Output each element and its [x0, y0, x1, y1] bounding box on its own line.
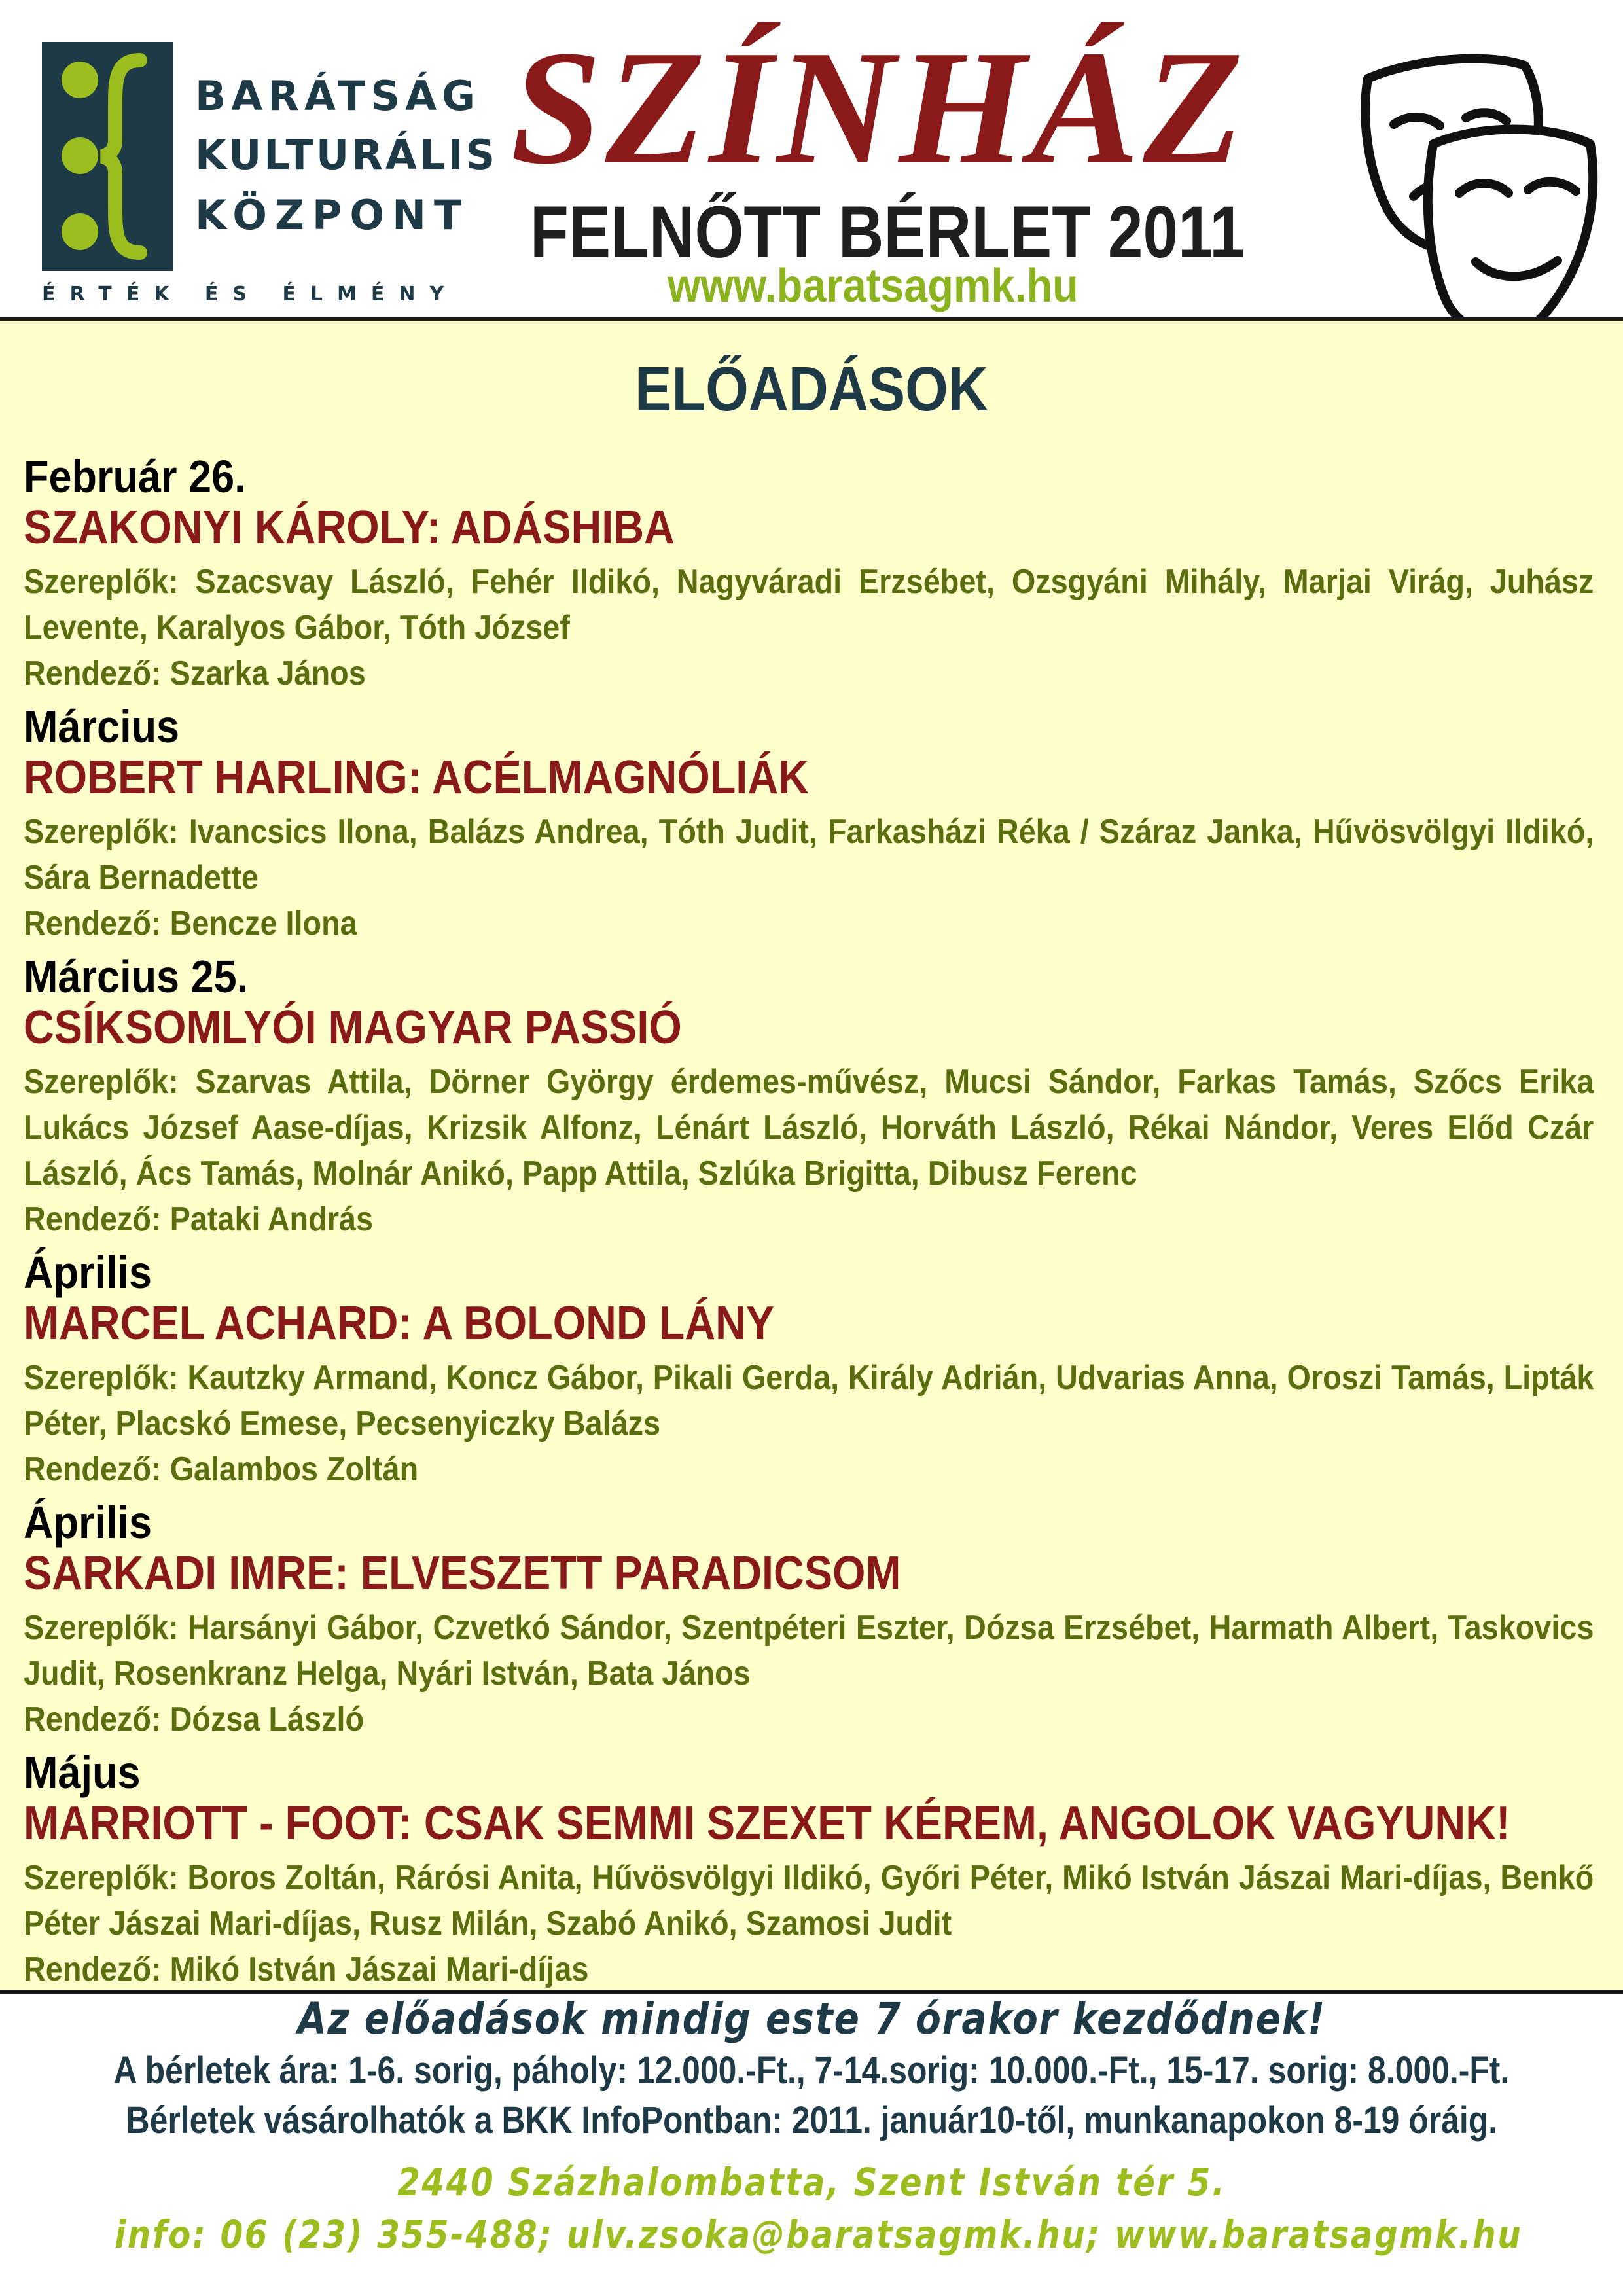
logo-line-1: BARÁTSÁG — [195, 72, 480, 120]
header — [0, 0, 1623, 317]
event-title: MARRIOTT - FOOT: CSAK SEMMI SZEXET KÉREM, ANGOLOK VAGYUNK! — [24, 1797, 1510, 1850]
event-list — [24, 452, 1594, 1998]
event-item — [24, 1498, 1594, 1742]
logo-line-3: KÖZPONT — [195, 191, 470, 239]
event-cast: Szereplők: Harsányi Gábor, Czvetkó Sándor, Szentpéteri Eszter, Dózsa Erzsébet, Harmath Albert, Taskovics Judit, Rosenkranz Helga, Nyári István, Bata János — [24, 1609, 1594, 1693]
event-title: SZAKONYI KÁROLY: ADÁSHIBA — [24, 501, 675, 554]
event-item — [24, 952, 1594, 1242]
event-date: Március — [24, 701, 180, 752]
event-date: Április — [24, 1497, 152, 1548]
event-date: Március 25. — [24, 951, 249, 1002]
event-cast: Szereplők: Boros Zoltán, Rárósi Anita, Hűvösvölgyi Ildikó, Győri Péter, Mikó István Jászai Mari-díjas, Benkő Péter Jászai Mari-díjas, Rusz Milán, Szabó Anikó, Szamosi Judit — [24, 1859, 1594, 1943]
event-title: CSÍKSOMLYÓI MAGYAR PASSIÓ — [24, 1001, 682, 1054]
event-cast: Szereplők: Ivancsics Ilona, Balázs Andrea, Tóth Judit, Farkasházi Réka / Száraz Janka, Hűvösvölgyi Ildikó, Sára Bernadette — [24, 813, 1594, 897]
event-director: Rendező: Dózsa László — [24, 1700, 365, 1738]
event-item — [24, 452, 1594, 696]
footer-start-time-text: Az előadások mindig este 7 órakor kezdődnek! — [297, 1994, 1326, 2044]
footer-sales-text: Bérletek vásárolhatók a BKK InfoPontban: 2011. január10-től, munkanapokon 8-19 óráig. — [126, 2099, 1497, 2142]
logo-line-2: KULTURÁLIS — [195, 131, 498, 179]
logo-brace-icon — [42, 42, 173, 271]
event-item — [24, 1748, 1594, 1992]
event-cast: Szereplők: Szarvas Attila, Dörner György érdemes-művész, Mucsi Sándor, Farkas Tamás, Szőcs Erika Lukács József Aase-díjas, Krizsik Alfonz, Lénárt László, Horváth László, Rékai Nándor, Veres Előd Czár László, Ács Tamás, Molnár Anikó, Papp Attila, Szlúka Brigitta, Dibusz Ferenc — [24, 1063, 1594, 1193]
footer-address-text: 2440 Százhalombatta, Szent István tér 5. — [397, 2160, 1226, 2204]
event-title: ROBERT HARLING: ACÉLMAGNÓLIÁK — [24, 751, 809, 804]
event-item — [24, 1247, 1594, 1492]
section-title: ELŐADÁSOK — [635, 354, 988, 424]
event-director: Rendező: Pataki András — [24, 1200, 373, 1238]
footer-start-time — [0, 1994, 1623, 2044]
event-title: SARKADI IMRE: ELVESZETT PARADICSOM — [24, 1547, 901, 1600]
event-item — [24, 702, 1594, 946]
event-director: Rendező: Galambos Zoltán — [24, 1450, 419, 1488]
header-url-link[interactable]: www.baratsagmk.hu — [668, 260, 1079, 312]
event-cast: Szereplők: Szacsvay László, Fehér Ildikó, Nagyváradi Erzsébet, Ozsgyáni Mihály, Marjai Virág, Juhász Levente, Karalyos Gábor, Tóth József — [24, 563, 1594, 647]
event-date: Február 26. — [24, 451, 246, 502]
event-director: Rendező: Szarka János — [24, 655, 366, 692]
event-date: Május — [24, 1747, 141, 1798]
logo-tagline: ÉRTÉK ÉS ÉLMÉNY — [42, 283, 459, 306]
footer-prices-text: A bérletek ára: 1-6. sorig, páholy: 12.000.-Ft., 7-14.sorig: 10.000.-Ft., 15-17. sorig: 8.000.-Ft. — [113, 2049, 1510, 2092]
footer-contact-text[interactable]: info: 06 (23) 355-488; ulv.zsoka@baratsagmk.hu; www.baratsagmk.hu — [115, 2212, 1523, 2257]
logo-mark — [42, 42, 173, 271]
event-director: Rendező: Bencze Ilona — [24, 905, 357, 942]
event-director: Rendező: Mikó István Jászai Mari-díjas — [24, 1950, 589, 1988]
event-cast: Szereplők: Kautzky Armand, Koncz Gábor, Pikali Gerda, Király Adrián, Udvarias Anna, Oroszi Tamás, Lipták Péter, Placskó Emese, Pecsenyiczky Balázs — [24, 1359, 1594, 1443]
footer-address — [0, 2160, 1623, 2204]
footer-sales — [0, 2098, 1623, 2142]
event-title: MARCEL ACHARD: A BOLOND LÁNY — [24, 1297, 775, 1350]
page-title: SZÍNHÁZ — [510, 17, 1247, 198]
page-subtitle: FELNŐTT BÉRLET 2011 — [530, 191, 1245, 273]
footer-prices — [0, 2049, 1623, 2092]
event-date: Április — [24, 1247, 152, 1298]
footer-contact[interactable] — [0, 2212, 1623, 2257]
